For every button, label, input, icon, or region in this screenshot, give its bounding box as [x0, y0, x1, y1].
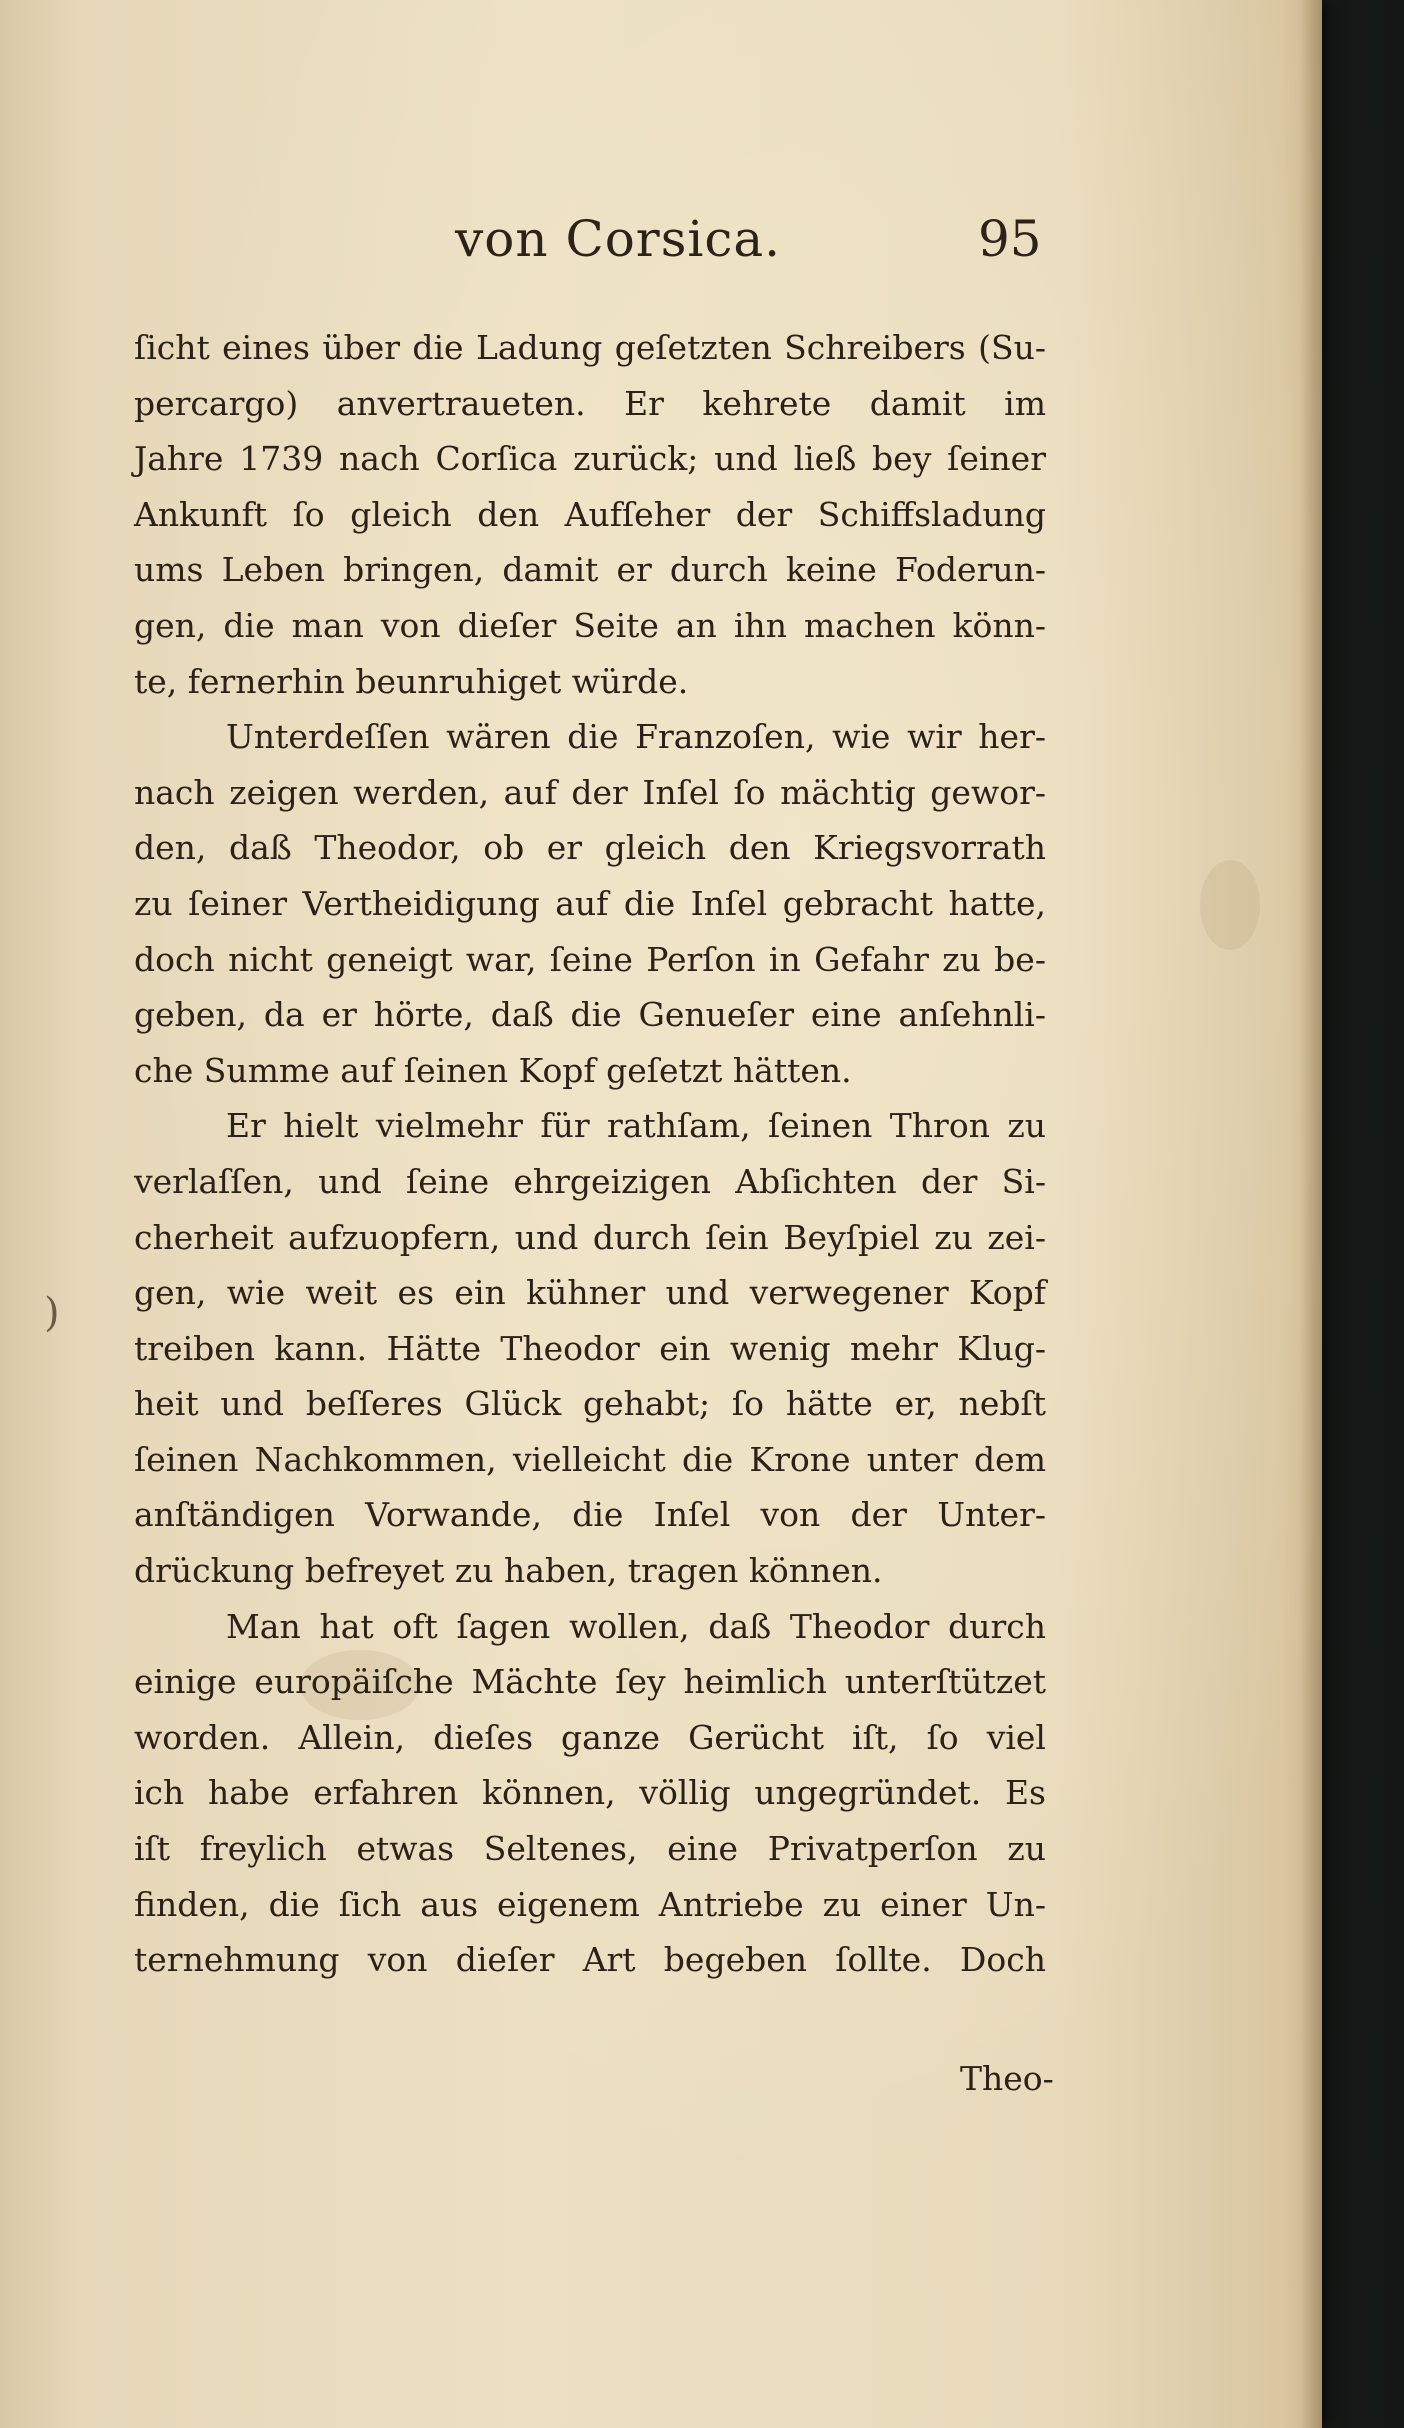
text-line: ich habe erfahren können, völlig ungegründet. Es [134, 1773, 1046, 1813]
text-line: anſtändigen Vorwande, die Inſel von der Unter- [134, 1495, 1046, 1535]
page-number: 95 [978, 210, 1042, 268]
text-line: doch nicht geneigt war, ſeine Perſon in Gefahr zu be- [134, 939, 1046, 979]
text-line: nach zeigen werden, auf der Inſel ſo mächtig gewor- [134, 772, 1046, 812]
paper-stain [1200, 860, 1260, 950]
text-line: treiben kann. Hätte Theodor ein wenig mehr Klug- [134, 1328, 1046, 1368]
text-line: heit und beſſeres Glück gehabt; ſo hätte er, nebſt [134, 1384, 1046, 1424]
text-line: che Summe auf ſeinen Kopf geſetzt hätten. [134, 1050, 852, 1090]
text-line: Man hat oft ſagen wollen, daß Theodor durch [226, 1606, 1046, 1646]
margin-mark: ) [44, 1290, 60, 1336]
text-line: finden, die ſich aus eigenem Antriebe zu einer Un- [134, 1884, 1046, 1924]
body-text [134, 320, 1046, 1988]
text-line: gen, wie weit es ein kühner und verwegener Kopf [134, 1273, 1046, 1313]
text-line: ums Leben bringen, damit er durch keine Foderun- [134, 550, 1046, 590]
catchword: Theo- [960, 2059, 1054, 2098]
text-line: Er hielt vielmehr für rathſam, ſeinen Thron zu [226, 1106, 1046, 1146]
text-line: Unterdeſſen wären die Franzoſen, wie wir her- [226, 717, 1046, 757]
text-line: Jahre 1739 nach Corſica zurück; und ließ bey ſeiner [134, 439, 1046, 479]
text-line: worden. Allein, dieſes ganze Gerücht iſt, ſo viel [134, 1717, 1046, 1757]
text-line: cherheit aufzuopfern, und durch ſein Beyſpiel zu zei- [134, 1217, 1046, 1257]
text-line: zu ſeiner Vertheidigung auf die Inſel gebracht hatte, [134, 883, 1046, 923]
text-line: percargo) anvertraueten. Er kehrete damit im [134, 383, 1046, 423]
text-line: te, fernerhin beunruhiget würde. [134, 661, 689, 701]
running-title: von Corsica. [455, 210, 782, 268]
text-line: den, daß Theodor, ob er gleich den Kriegsvorrath [134, 828, 1046, 868]
text-line: drückung befreyet zu haben, tragen können. [134, 1551, 883, 1591]
text-line: einige europäiſche Mächte ſey heimlich unterſtützet [134, 1662, 1046, 1702]
text-line: gen, die man von dieſer Seite an ihn machen könn- [134, 605, 1046, 645]
text-line: ſicht eines über die Ladung geſetzten Schreibers (Su- [134, 328, 1046, 367]
text-line: iſt freylich etwas Seltenes, eine Privatperſon zu [134, 1829, 1046, 1869]
text-line: ternehmung von dieſer Art begeben ſollte. Doch [134, 1940, 1046, 1980]
text-line: ſeinen Nachkommen, vielleicht die Krone unter dem [134, 1439, 1046, 1479]
text-line: Ankunft ſo gleich den Aufſeher der Schiffsladung [134, 494, 1046, 534]
text-line: verlaſſen, und ſeine ehrgeizigen Abſichten der Si- [134, 1161, 1046, 1201]
text-line: geben, da er hörte, daß die Genueſer eine anſehnli- [134, 995, 1046, 1035]
page-header [0, 210, 1322, 290]
